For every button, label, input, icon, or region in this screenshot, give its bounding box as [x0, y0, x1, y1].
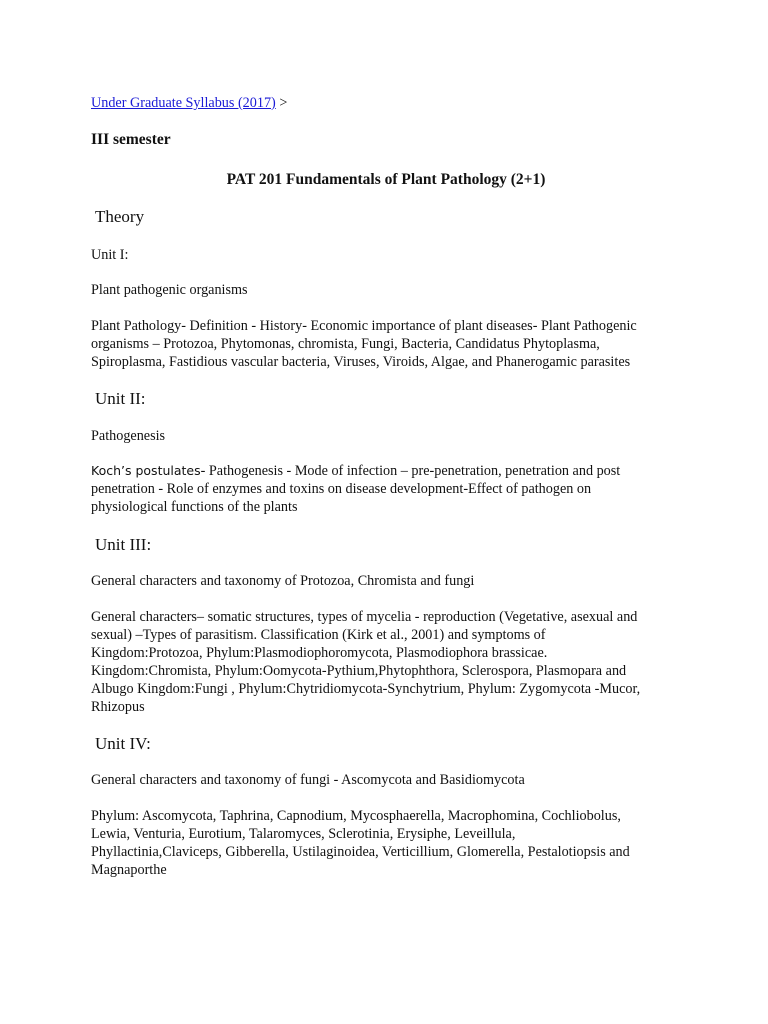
unit-1-line: Plant Pathology- Definition - History- Economic importance of plant diseases- Plant Pathogenic [91, 318, 637, 334]
kochs-postulates-term: Koch’s postulates [91, 463, 201, 478]
unit-4-title: General characters and taxonomy of fungi - Ascomycota and Basidiomycota [91, 772, 525, 788]
course-title: PAT 201 Fundamentals of Plant Pathology (2+1) [226, 171, 546, 188]
unit-4-content [91, 807, 681, 879]
unit-2-line-text: - Pathogenesis - Mode of infection – pre-penetration, penetration and post [200, 463, 621, 479]
unit-1-line: Spiroplasma, Fastidious vascular bacteria, Viruses, Viroids, Algae, and Phanerogamic parasites [91, 354, 631, 370]
semester-heading: III semester [91, 131, 171, 148]
unit-3-line: Rhizopus [91, 699, 145, 715]
breadcrumb [91, 94, 287, 112]
unit-4-line: Magnaporthe [91, 862, 167, 878]
unit-3-line: Albugo Kingdom:Fungi , Phylum:Chytridiomycota-Synchytrium, Phylum: Zygomycota -Mucor, [91, 681, 641, 697]
unit-3-heading: Unit III: [95, 535, 152, 554]
unit-3-line: Kingdom:Protozoa, Phylum:Plasmodiophoromycota, Plasmodiophora brassicae. [91, 645, 548, 661]
unit-2-line [91, 462, 681, 480]
unit-4-line: Phylum: Ascomycota, Taphrina, Capnodium, Mycosphaerella, Macrophomina, Cochliobolus, [91, 808, 621, 824]
unit-4-heading: Unit IV: [95, 734, 151, 753]
unit-3-content [91, 608, 681, 716]
unit-3-line: sexual) –Types of parasitism. Classification (Kirk et al., 2001) and symptoms of [91, 627, 546, 643]
unit-4-line: Lewia, Venturia, Eurotium, Talaromyces, Sclerotinia, Erysiphe, Leveillula, [91, 826, 516, 842]
unit-1-line: organisms – Protozoa, Phytomonas, chromista, Fungi, Bacteria, Candidatus Phytoplasma, [91, 336, 600, 352]
unit-1-title: Plant pathogenic organisms [91, 282, 248, 298]
unit-2-content [91, 462, 681, 516]
unit-1-heading: Unit I: [91, 247, 129, 263]
syllabus-link[interactable]: Under Graduate Syllabus (2017) [91, 95, 276, 111]
unit-2-title: Pathogenesis [91, 428, 166, 444]
unit-3-title: General characters and taxonomy of Protozoa, Chromista and fungi [91, 573, 475, 589]
unit-1-content [91, 317, 681, 371]
unit-3-line: Kingdom:Chromista, Phylum:Oomycota-Pythium,Phytophthora, Sclerospora, Plasmopara and [91, 663, 627, 679]
unit-2-line: penetration - Role of enzymes and toxins on disease development-Effect of pathogen on [91, 481, 592, 497]
breadcrumb-separator: > [275, 95, 288, 111]
unit-2-heading: Unit II: [95, 389, 146, 408]
unit-3-line: General characters– somatic structures, types of mycelia - reproduction (Vegetative, asexual and [91, 609, 638, 625]
theory-heading: Theory [95, 207, 145, 226]
unit-4-line: Phyllactinia,Claviceps, Gibberella, Ustilaginoidea, Verticillium, Glomerella, Pestalotiopsis and [91, 844, 630, 860]
unit-2-line: physiological functions of the plants [91, 499, 298, 515]
